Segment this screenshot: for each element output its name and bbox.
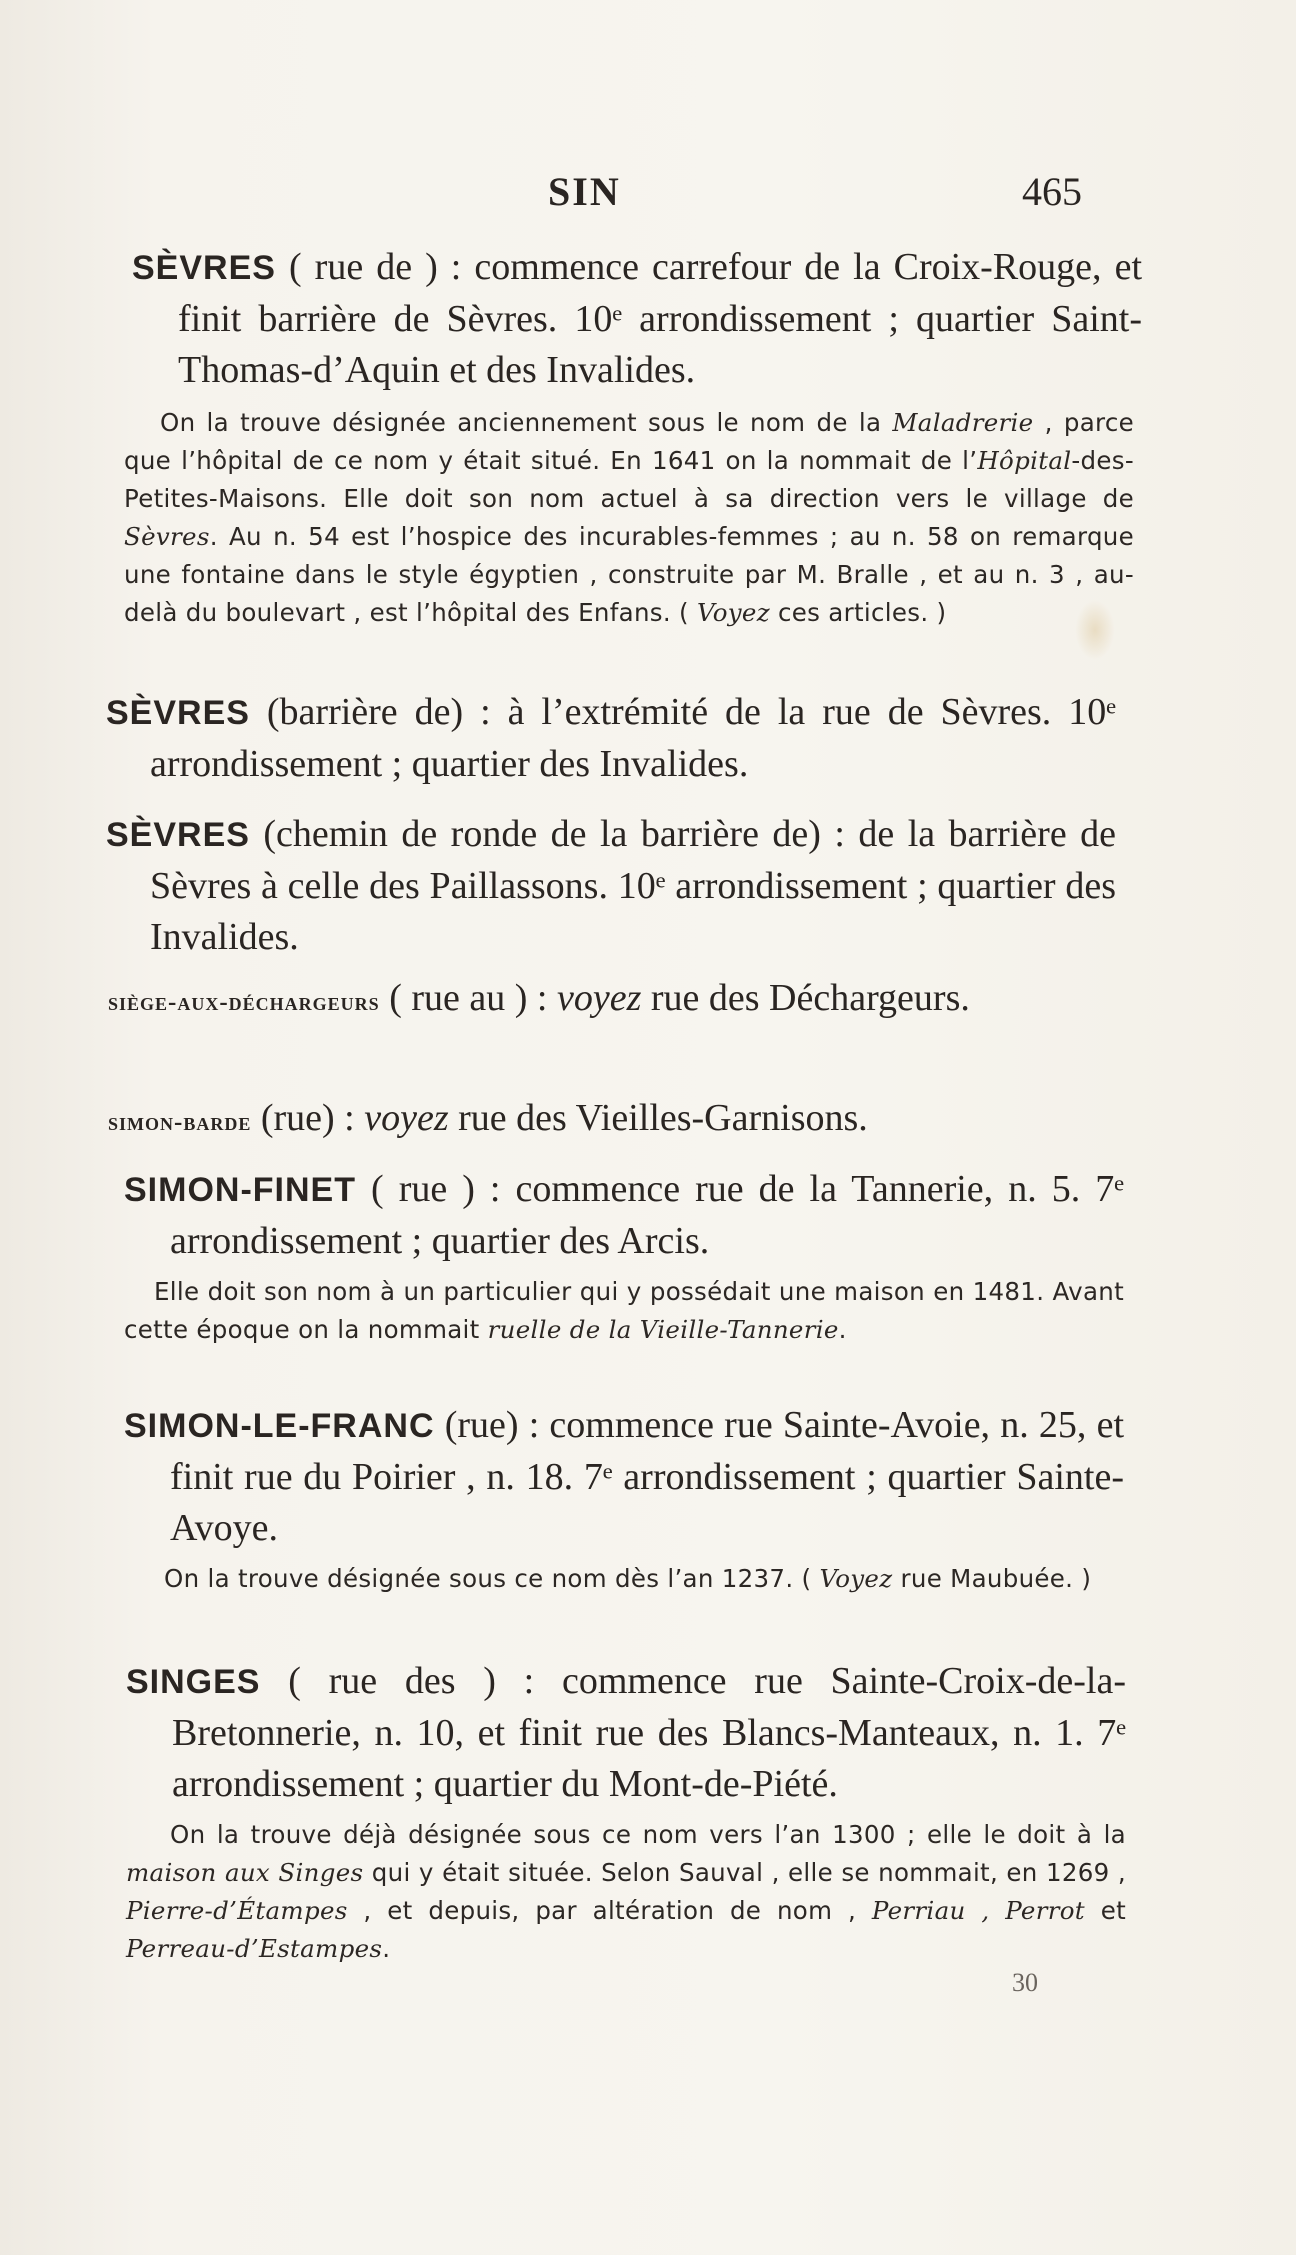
entry-sevres-chemin (106, 809, 1116, 963)
entry-text: (chemin de ronde de la barrière de) : de la barrière de Sèvres à celle des Paillassons. 10ᵉ arrondissement ; quartier des Invalides. (150, 813, 1116, 958)
note-text: , et depuis, par altération de nom , (347, 1896, 872, 1925)
note-text: et (1084, 1896, 1126, 1925)
note-text: ces articles. ) (769, 598, 947, 627)
entry-italic: voyez (556, 977, 642, 1019)
note-italic: Perriau , Perrot (871, 1896, 1085, 1925)
note-text: On la trouve désignée anciennement sous le nom de la (160, 408, 893, 437)
entry-text: rue des Vieilles-Garnisons. (448, 1097, 868, 1139)
entry-sevres-rue (86, 242, 1142, 632)
entry-note (124, 404, 1134, 632)
entry-main-text (108, 1093, 1118, 1148)
entry-text: (rue) : commence rue Sainte-Avoie, n. 25, et finit rue du Poirier , n. 18. 7ᵉ arrondissement ; quartier Sainte-Avoye. (170, 1404, 1124, 1549)
note-text: rue Maubuée. ) (892, 1564, 1092, 1593)
entry-headword: SIMON-FINET (124, 1171, 356, 1209)
note-italic: Perreau-d’Estampes (126, 1934, 383, 1963)
entry-main-text (108, 973, 1118, 1028)
entry-headword: SIMON-LE-FRANC (124, 1407, 435, 1445)
entry-text: ( rue au ) : (379, 977, 557, 1019)
entry-sevres-barriere (106, 687, 1116, 790)
note-text: On la trouve déjà désignée sous ce nom vers l’an 1300 ; elle le doit à la (170, 1820, 1126, 1849)
entry-main-text (106, 687, 1116, 790)
note-italic: Sèvres (124, 522, 210, 551)
entry-text: ( rue des ) : commence rue Sainte-Croix-de-la-Bretonnerie, n. 10, et finit rue des Blancs-Manteaux, n. 1. 7ᵉ arrondissement ; quartier du Mont-de-Piété. (172, 1660, 1126, 1805)
entry-note (124, 1560, 1124, 1598)
note-text: -des-Petites-Maisons. Elle doit son nom actuel à sa direction vers le village de (124, 446, 1134, 513)
note-italic: ruelle de la Vieille-Tannerie (487, 1315, 839, 1344)
entry-italic: voyez (364, 1097, 449, 1139)
entry-text: (barrière de) : à l’extrémité de la rue de Sèvres. 10ᵉ arrondissement ; quartier des Invalides. (150, 691, 1116, 785)
entry-headword: SINGES (126, 1663, 261, 1701)
entry-text: rue des Déchargeurs. (641, 977, 970, 1019)
entry-headword: SÈVRES (106, 694, 250, 732)
entry-main-text (124, 1400, 1124, 1554)
signature-mark: 30 (1012, 1968, 1038, 1997)
note-text: Elle doit son nom à un particulier qui y possédait une maison en 1481. Avant cette époque on la nommait (124, 1277, 1124, 1344)
entry-simon-barde (108, 1093, 1118, 1148)
note-italic: Maladrerie (892, 408, 1034, 437)
entry-note (124, 1273, 1124, 1349)
note-text: . Au n. 54 est l’hospice des incurables-femmes ; au n. 58 on remarque une fontaine dans le style égyptien , construite par M. Bralle , et au n. 3 , au-delà du boulevart , est l’hôpital des Enfans. ( (124, 522, 1134, 627)
note-text: On la trouve désignée sous ce nom dès l’an 1237. ( (164, 1564, 820, 1593)
entry-note (126, 1816, 1126, 1968)
entry-main-text (126, 1656, 1126, 1810)
entry-main-text (124, 1164, 1124, 1267)
entry-headword: simon-barde (108, 1109, 252, 1136)
note-italic: Hôpital (977, 446, 1072, 475)
running-head-title: SIN (548, 169, 621, 214)
note-text: . (838, 1315, 847, 1344)
entry-simon-le-franc (124, 1400, 1124, 1598)
note-italic: Voyez (819, 1564, 893, 1593)
note-text: qui y était située. Selon Sauval , elle se nommait, en 1269 , (363, 1858, 1126, 1887)
entry-singes (126, 1656, 1126, 1968)
entry-simon-finet (124, 1164, 1124, 1349)
note-italic: Voyez (696, 598, 770, 627)
note-text: . (382, 1934, 391, 1963)
note-text: , parce que l’hôpital de ce nom y était situé. En 1641 on la nommait de l’ (124, 408, 1134, 475)
entry-main-text (106, 809, 1116, 963)
running-head (0, 168, 1296, 218)
entry-main-text (132, 242, 1142, 396)
entry-text: ( rue de ) : commence carrefour de la Croix-Rouge, et finit barrière de Sèvres. 10ᵉ arrondissement ; quartier Saint-Thomas-d’Aquin et des Invalides. (178, 246, 1142, 391)
entry-headword: SÈVRES (106, 816, 250, 854)
page-number: 465 (1022, 169, 1082, 214)
entry-headword: SÈVRES (132, 249, 276, 287)
note-italic: maison aux Singes (126, 1858, 364, 1887)
note-italic: Pierre-d’Étampes (126, 1896, 348, 1925)
entry-siege-aux-dechargeurs (108, 973, 1118, 1028)
entry-headword: siège-aux-déchargeurs (108, 989, 380, 1016)
entry-text: (rue) : (251, 1097, 365, 1139)
entry-text: ( rue ) : commence rue de la Tannerie, n. 5. 7ᵉ arrondissement ; quartier des Arcis. (170, 1168, 1124, 1262)
